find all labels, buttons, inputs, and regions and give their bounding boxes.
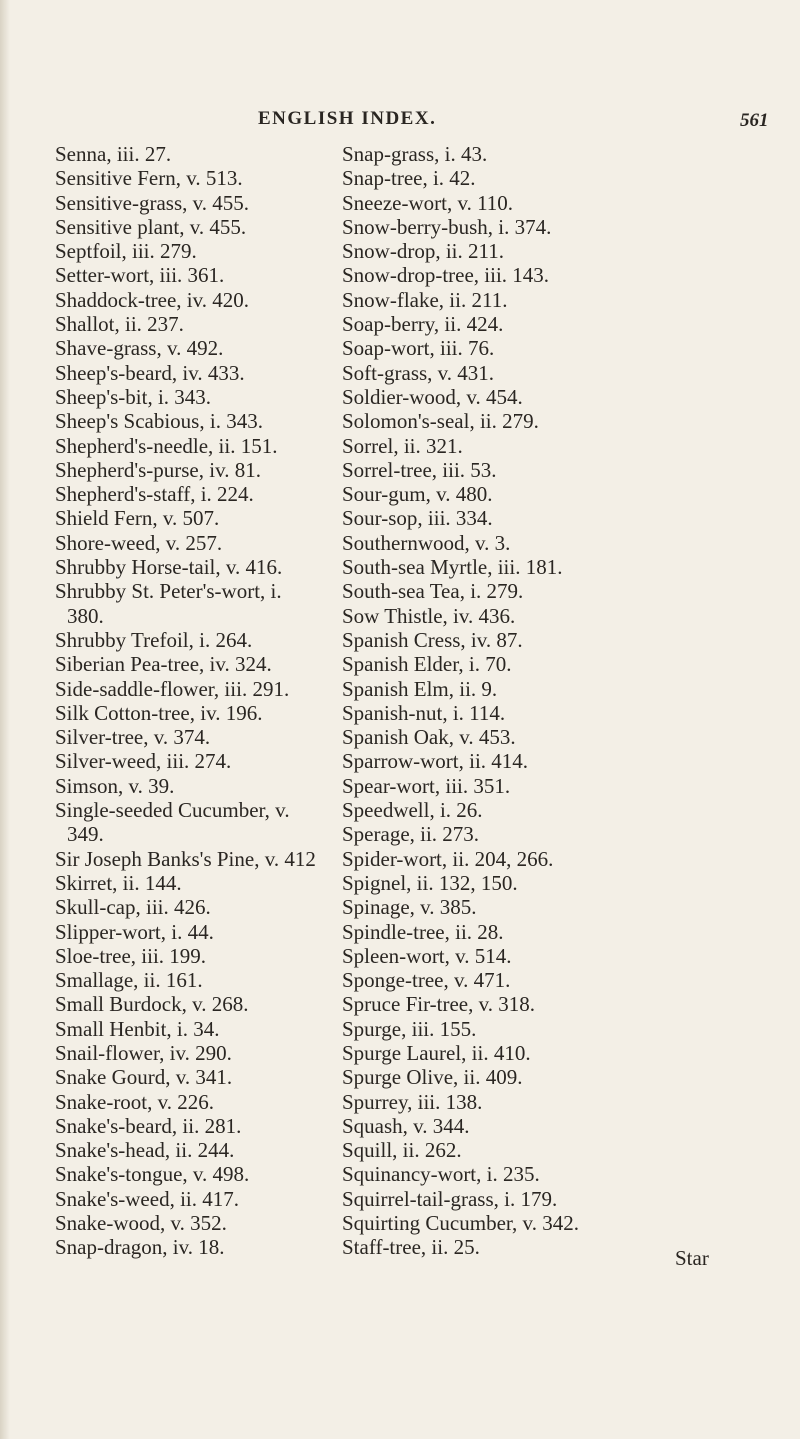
index-entry: Spanish Elder, i. 70. <box>342 652 512 677</box>
index-entry: 380. <box>67 603 104 628</box>
binding-gutter <box>0 0 10 1439</box>
index-entry: Spurge Laurel, ii. 410. <box>342 1040 531 1065</box>
index-entry: Spinage, v. 385. <box>342 895 477 920</box>
index-entry: Sheep's Scabious, i. 343. <box>55 409 263 434</box>
index-entry: Speedwell, i. 26. <box>342 798 483 823</box>
index-entry: Simson, v. 39. <box>55 773 175 798</box>
index-entry: Skirret, ii. 144. <box>55 870 182 895</box>
index-entry: Snow-drop-tree, iii. 143. <box>342 263 550 288</box>
index-entry: Shave-grass, v. 492. <box>55 336 224 361</box>
index-entry: Smallage, ii. 161. <box>55 968 203 993</box>
index-entry: Side-saddle-flower, iii. 291. <box>55 676 290 701</box>
index-entry: Southernwood, v. 3. <box>342 530 511 555</box>
index-entry: Silver-weed, iii. 274. <box>55 749 232 774</box>
index-entry: South-sea Tea, i. 279. <box>342 579 524 604</box>
index-entry: Snake's-weed, ii. 417. <box>55 1186 239 1211</box>
index-entry: Spleen-wort, v. 514. <box>342 943 512 968</box>
index-entry: Snake-wood, v. 352. <box>55 1211 227 1236</box>
index-entry: Sow Thistle, iv. 436. <box>342 603 516 628</box>
index-entry: Squirting Cucumber, v. 342. <box>342 1211 579 1236</box>
page-number: 561 <box>740 110 769 131</box>
index-entry: Sneeze-wort, v. 110. <box>342 190 514 215</box>
index-entry: Shallot, ii. 237. <box>55 312 184 337</box>
catchword: Star <box>675 1246 709 1270</box>
index-entry: Squill, ii. 262. <box>342 1138 462 1163</box>
index-entry: Sour-gum, v. 480. <box>342 482 493 507</box>
index-entry: Sensitive-grass, v. 455. <box>55 190 250 215</box>
index-entry: Staff-tree, ii. 25. <box>342 1235 480 1260</box>
index-entry: Siberian Pea-tree, iv. 324. <box>55 652 272 677</box>
index-entry: Shrubby Trefoil, i. 264. <box>55 627 253 652</box>
index-entry: Sensitive plant, v. 455. <box>55 214 247 239</box>
index-entry: Snap-tree, i. 42. <box>342 166 476 191</box>
index-entry: Soft-grass, v. 431. <box>342 360 495 385</box>
index-entry: Shepherd's-needle, ii. 151. <box>55 433 278 458</box>
index-entry: Spurrey, iii. 138. <box>342 1089 483 1114</box>
index-entry: Snake Gourd, v. 341. <box>55 1065 233 1090</box>
index-entry: Sheep's-bit, i. 343. <box>55 384 212 409</box>
index-entry: Sponge-tree, v. 471. <box>342 968 511 993</box>
index-entry: Soldier-wood, v. 454. <box>342 384 523 409</box>
index-entry: Shrubby Horse-tail, v. 416. <box>55 555 283 580</box>
index-entry: Spanish Elm, ii. 9. <box>342 676 498 701</box>
index-entry: Spurge, iii. 155. <box>342 1016 477 1041</box>
index-entry: Sperage, ii. 273. <box>342 822 480 847</box>
index-entry: Snake's-tongue, v. 498. <box>55 1162 250 1187</box>
index-entry: Single-seeded Cucumber, v. <box>55 798 290 823</box>
index-entry: Snail-flower, iv. 290. <box>55 1040 232 1065</box>
left-index-column <box>55 142 345 1260</box>
index-entry: Snake's-head, ii. 244. <box>55 1138 235 1163</box>
index-entry: Spanish-nut, i. 114. <box>342 700 506 725</box>
index-entry: Shrubby St. Peter's-wort, i. <box>55 579 282 604</box>
index-entry: Skull-cap, iii. 426. <box>55 895 211 920</box>
index-entry: Squash, v. 344. <box>342 1113 470 1138</box>
index-entry: Spanish Oak, v. 453. <box>342 725 516 750</box>
index-entry: Snap-dragon, iv. 18. <box>55 1235 225 1260</box>
index-entry: Sir Joseph Banks's Pine, v. 412 <box>55 846 316 871</box>
index-entry: Spindle-tree, ii. 28. <box>342 919 504 944</box>
index-entry: Snap-grass, i. 43. <box>342 142 488 166</box>
index-entry: Sorrel-tree, iii. 53. <box>342 457 497 482</box>
index-entry: Sorrel, ii. 321. <box>342 433 463 458</box>
index-entry: Soap-wort, iii. 76. <box>342 336 495 361</box>
index-entry: Small Henbit, i. 34. <box>55 1016 220 1041</box>
index-entry: Sparrow-wort, ii. 414. <box>342 749 529 774</box>
index-entry: Spignel, ii. 132, 150. <box>342 870 518 895</box>
index-entry: Silver-tree, v. 374. <box>55 725 211 750</box>
index-entry: Slipper-wort, i. 44. <box>55 919 214 944</box>
index-entry: Shepherd's-staff, i. 224. <box>55 482 254 507</box>
index-entry: Spider-wort, ii. 204, 266. <box>342 846 554 871</box>
index-entry: Sheep's-beard, iv. 433. <box>55 360 245 385</box>
index-entry: Senna, iii. 27. <box>55 142 172 166</box>
running-header <box>0 108 800 134</box>
index-entry: Spruce Fir-tree, v. 318. <box>342 992 535 1017</box>
index-entry: South-sea Myrtle, iii. 181. <box>342 555 563 580</box>
index-entry: Septfoil, iii. 279. <box>55 239 197 264</box>
index-entry: Squirrel-tail-grass, i. 179. <box>342 1186 558 1211</box>
index-entry: Snow-flake, ii. 211. <box>342 287 508 312</box>
index-entry: Shore-weed, v. 257. <box>55 530 223 555</box>
index-entry: Squinancy-wort, i. 235. <box>342 1162 540 1187</box>
index-entry: Spanish Cress, iv. 87. <box>342 627 523 652</box>
index-entry: Snow-drop, ii. 211. <box>342 239 504 264</box>
index-entry: Snake's-beard, ii. 281. <box>55 1113 242 1138</box>
index-entry: Spear-wort, iii. 351. <box>342 773 511 798</box>
page-title: ENGLISH INDEX. <box>258 108 437 129</box>
index-entry: Snake-root, v. 226. <box>55 1089 215 1114</box>
index-entry: 349. <box>67 822 104 847</box>
index-entry: Sour-sop, iii. 334. <box>342 506 493 531</box>
index-entry: Soap-berry, ii. 424. <box>342 312 504 337</box>
index-entry: Spurge Olive, ii. 409. <box>342 1065 523 1090</box>
index-entry: Silk Cotton-tree, iv. 196. <box>55 700 263 725</box>
index-entry: Small Burdock, v. 268. <box>55 992 249 1017</box>
index-entry: Setter-wort, iii. 361. <box>55 263 225 288</box>
index-entry: Shepherd's-purse, iv. 81. <box>55 457 261 482</box>
index-entry: Shaddock-tree, iv. 420. <box>55 287 250 312</box>
index-entry: Snow-berry-bush, i. 374. <box>342 214 552 239</box>
index-entry: Solomon's-seal, ii. 279. <box>342 409 539 434</box>
index-entry: Sloe-tree, iii. 199. <box>55 943 207 968</box>
index-entry: Sensitive Fern, v. 513. <box>55 166 243 191</box>
index-entry: Shield Fern, v. 507. <box>55 506 220 531</box>
right-index-column <box>342 142 772 1260</box>
